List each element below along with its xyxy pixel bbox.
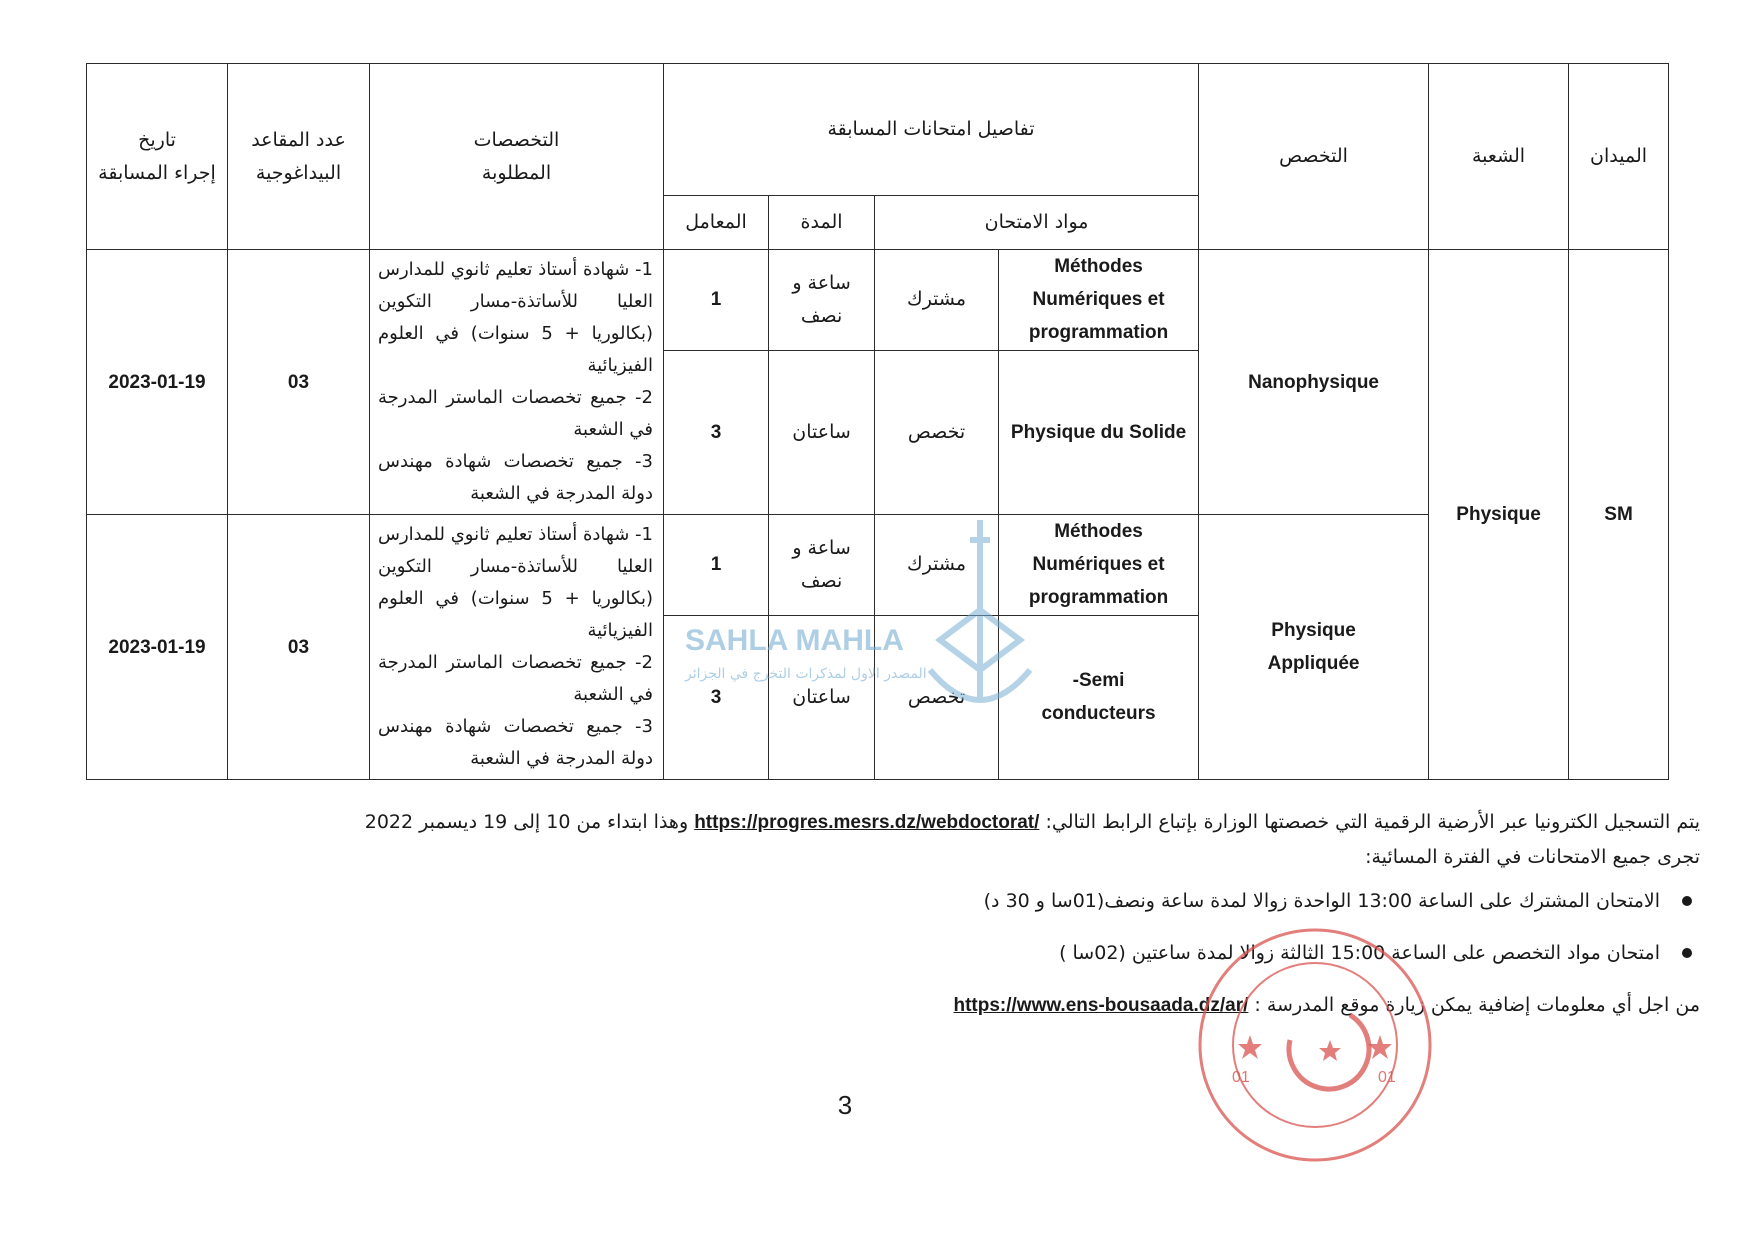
school-website-link[interactable]: https://www.ens-bousaada.dz/ar/: [953, 995, 1249, 1016]
exam-type-cell: مشترك: [875, 515, 999, 616]
required-item: 3- جميع تخصصات شهادة مهندس دولة المدرجة في الشعبة: [378, 451, 653, 504]
specialty-cell: [1199, 515, 1429, 780]
specialty-cell: Nanophysique: [1199, 250, 1429, 515]
exam-type-cell: مشترك: [875, 250, 999, 351]
table-header-row: [87, 64, 1669, 196]
required-item: 1- شهادة أستاذ تعليم ثانوي للمدارس العليا للأساتذة-مسار التكوين (بكالوريا + 5 سنوات) في العلوم الفيزيائية: [378, 259, 653, 376]
exam-subject-line: programmation: [1028, 587, 1169, 609]
header-required-line2: المطلوبة: [481, 161, 552, 184]
coefficient-cell: 3: [664, 350, 769, 514]
registration-line: [260, 805, 1700, 840]
duration-line: ساعة و: [792, 536, 851, 559]
coefficient-cell: 1: [664, 515, 769, 616]
bullet-icon: [1682, 948, 1692, 958]
duration-line: نصف: [800, 569, 843, 592]
exam-subject-line: programmation: [1028, 322, 1169, 344]
duration-line: ساعة و: [792, 271, 851, 294]
info-text: من اجل أي معلومات إضافية يمكن زيارة موقع المدرسة :: [1254, 994, 1700, 1016]
date-cell: 2023-01-19: [87, 250, 228, 515]
header-seats: [228, 64, 370, 250]
date-cell: 2023-01-19: [87, 515, 228, 780]
exam-subject-cell: Physique du Solide: [999, 350, 1199, 514]
branch-cell: Physique: [1429, 250, 1569, 780]
exam-type-cell: تخصص: [875, 615, 999, 779]
domain-cell: SM: [1569, 250, 1669, 780]
page-number: 3: [837, 1090, 853, 1120]
duration-cell: ساعتان: [769, 350, 875, 514]
specialty-line: Appliquée: [1267, 653, 1360, 674]
exam-subject-cell: [999, 250, 1199, 351]
exam-subject-line: Semi-: [1072, 670, 1125, 692]
exams-period-line: تجرى جميع الامتحانات في الفترة المسائية:: [1365, 846, 1700, 868]
info-line: [260, 988, 1700, 1023]
header-coefficient: المعامل: [664, 196, 769, 250]
specialty-exam-time: امتحان مواد التخصص على الساعة 15:00 الثالثة زوالا لمدة ساعتين (02سا ): [1059, 942, 1660, 964]
header-required-specialties: [370, 64, 664, 250]
seats-cell: 03: [228, 515, 370, 780]
duration-line: نصف: [800, 304, 843, 327]
required-specialties-cell: [370, 250, 664, 515]
header-date-line1: تاريخ: [138, 128, 176, 151]
header-seats-line2: البيداغوجية: [255, 161, 342, 184]
required-item: 2- جميع تخصصات الماستر المدرجة في الشعبة: [378, 652, 653, 705]
exam-subject-line: Numériques et: [1032, 289, 1165, 311]
coefficient-cell: 1: [664, 250, 769, 351]
stamp-number-right: 01: [1378, 1069, 1396, 1086]
duration-cell: ساعتان: [769, 615, 875, 779]
required-specialties-cell: [370, 515, 664, 780]
exam-subject-line: Numériques et: [1032, 554, 1165, 576]
required-item: 2- جميع تخصصات الماستر المدرجة في الشعبة: [378, 387, 653, 440]
registration-dates: وهذا ابتداء من 10 إلى 19 ديسمبر 2022: [364, 811, 689, 833]
exam-times-list: [260, 884, 1700, 970]
header-date: [87, 64, 228, 250]
header-specialty: التخصص: [1199, 64, 1429, 250]
bullet-icon: [1682, 896, 1692, 906]
header-exam-details: تفاصيل امتحانات المسابقة: [664, 64, 1199, 196]
list-item: [260, 936, 1660, 970]
exam-subject-line: conducteurs: [1041, 703, 1156, 725]
seats-cell: 03: [228, 250, 370, 515]
common-exam-time: الامتحان المشترك على الساعة 13:00 الواحدة زوالا لمدة ساعة ونصف(01سا و 30 د): [983, 890, 1660, 912]
header-required-line1: التخصصات: [473, 128, 560, 151]
exam-subject-cell: [999, 515, 1199, 616]
duration-cell: [769, 250, 875, 351]
specialty-line: Physique: [1271, 620, 1356, 641]
watermark-subtitle: المصدر الاول لمذكرات التخرج في الجزائر: [685, 666, 927, 682]
list-item: [260, 884, 1660, 918]
exam-type-cell: تخصص: [875, 350, 999, 514]
registration-link[interactable]: https://progres.mesrs.dz/webdoctorat/: [694, 812, 1040, 833]
required-item: 1- شهادة أستاذ تعليم ثانوي للمدارس العليا للأساتذة-مسار التكوين (بكالوريا + 5 سنوات) في العلوم الفيزيائية: [378, 524, 653, 641]
required-item: 3- جميع تخصصات شهادة مهندس دولة المدرجة في الشعبة: [378, 716, 653, 769]
watermark-title: SAHLA MAHLA: [685, 624, 904, 657]
exam-subject-line: Méthodes: [1054, 521, 1143, 543]
registration-text: يتم التسجيل الكترونيا عبر الأرضية الرقمية التي خصصتها الوزارة بإتباع الرابط التالي:: [1045, 811, 1700, 833]
header-date-line2: إجراء المسابقة: [98, 161, 216, 184]
header-domain: الميدان: [1569, 64, 1669, 250]
header-exam-subjects: مواد الامتحان: [875, 196, 1199, 250]
stamp-number-left: 01: [1232, 1069, 1250, 1086]
notes-section: [260, 805, 1700, 1023]
exam-subject-cell: [999, 615, 1199, 779]
exam-subject-line: Méthodes: [1054, 256, 1143, 278]
duration-cell: [769, 515, 875, 616]
header-duration: المدة: [769, 196, 875, 250]
header-branch: الشعبة: [1429, 64, 1569, 250]
competition-table: [86, 63, 1669, 780]
table-row: [87, 250, 1669, 351]
coefficient-cell: 3: [664, 615, 769, 779]
header-seats-line1: عدد المقاعد: [251, 128, 346, 151]
